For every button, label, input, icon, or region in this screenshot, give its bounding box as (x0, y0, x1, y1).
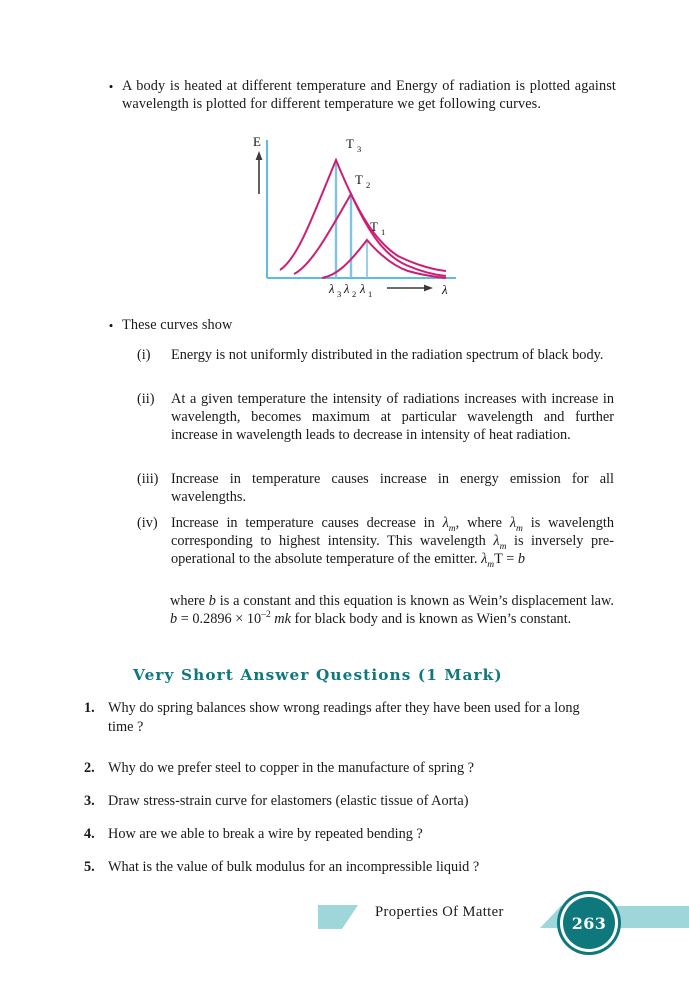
svg-text:3: 3 (357, 144, 362, 154)
question-item-5 (84, 858, 604, 877)
intro-bullet-text: A body is heated at different temperature and Energy of radiation is plotted against wavelength is plotted for different temperature we get following curves. (122, 78, 616, 112)
lambda-subscript-m: m (448, 523, 456, 534)
footer-chapter-title: Properties Of Matter (375, 904, 504, 920)
wien-unit: mk (270, 611, 291, 627)
question-number: 2. (84, 760, 95, 776)
lambda-subscript-m: m (516, 523, 523, 534)
page-number: 263 (571, 913, 607, 933)
svg-text:T: T (355, 173, 363, 187)
iv-text-part3: is wavelength corresponding to highest intensity. This wavelength (171, 515, 614, 549)
question-number: 5. (84, 859, 95, 875)
bullet-marker: • (108, 79, 114, 94)
roman-point-label: (ii) (137, 391, 155, 407)
question-item-4 (84, 825, 604, 844)
these-curves-show-bullet (100, 317, 500, 335)
question-text: Draw stress-strain curve for elastomers (elastic tissue of Aorta) (108, 793, 469, 809)
question-item-1 (84, 699, 604, 737)
roman-point-text: Increase in temperature causes increase in energy emission for all wavelengths. (171, 471, 614, 505)
roman-point-label: (iii) (137, 471, 159, 487)
lambda-symbol: λ (493, 533, 500, 549)
chart-ylabel: E (253, 134, 261, 149)
lambda-subscript-m: m (487, 559, 495, 570)
lambda-symbol: λ (481, 551, 488, 567)
question-item-3 (84, 792, 604, 811)
question-text: What is the value of bulk modulus for an incompressible liquid ? (108, 859, 480, 875)
svg-text:3: 3 (337, 289, 342, 299)
intro-bullet (100, 78, 616, 113)
lambda-symbol: λ (509, 515, 517, 531)
question-text: Why do spring balances show wrong readings after they have been used for a long time ? (108, 700, 580, 735)
svg-text:2: 2 (366, 180, 371, 190)
question-item-2 (84, 759, 604, 778)
wien-part3: for black body and is known as Wien’s constant. (290, 611, 572, 627)
wavelength-axis-arrow (387, 285, 433, 292)
b-constant-symbol: b (208, 593, 216, 609)
energy-axis-arrow (256, 151, 263, 194)
wien-displacement-paragraph (170, 592, 614, 628)
svg-text:λ: λ (360, 282, 366, 296)
chart-xtick-lambda2 (343, 282, 356, 299)
roman-point-label: (i) (137, 347, 151, 363)
question-text: How are we able to break a wire by repeated bending ? (108, 826, 423, 842)
chart-xtick-lambda3 (328, 282, 341, 299)
svg-text:2: 2 (352, 289, 357, 299)
b-constant-symbol: b (517, 551, 525, 567)
wien-part1: where (170, 593, 209, 609)
lambda-symbol: λ (442, 515, 449, 531)
svg-text:1: 1 (368, 289, 373, 299)
roman-point-iii (136, 470, 614, 506)
wien-part2: is a constant and this equation is known as Wein’s displacement law. (215, 593, 614, 609)
lambda-subscript-m: m (499, 541, 507, 552)
b-constant-symbol: b (170, 611, 178, 627)
iv-text-part2: , where (455, 515, 510, 531)
svg-text:T: T (370, 220, 378, 234)
roman-point-i (136, 346, 614, 364)
question-number: 1. (84, 700, 95, 716)
roman-point-text: At a given temperature the intensity of radiations increases with increase in wavelength, becomes maximum at particular wavelength and further increase in wavelength leads to decrease in intensity of heat radiation. (171, 391, 614, 443)
curve-T3 (280, 160, 446, 271)
page-number-badge (563, 897, 615, 949)
these-curves-show-text: These curves show (122, 317, 233, 333)
curve-label-T2 (355, 173, 370, 190)
wien-exponent: –2 (261, 610, 271, 621)
roman-point-text: Energy is not uniformly distributed in the radiation spectrum of black body. (171, 347, 604, 363)
svg-text:λ: λ (329, 282, 335, 296)
svg-text:T: T (346, 137, 354, 151)
roman-point-text (171, 514, 614, 568)
chart-xlabel: λ (442, 282, 448, 297)
iv-text-part4: is inversely pre-operational to the absolute temperature of the emitter. (171, 533, 614, 567)
question-number: 3. (84, 793, 95, 809)
section-heading-very-short-answer: Very Short Answer Questions (1 Mark) (133, 666, 503, 684)
question-number: 4. (84, 826, 95, 842)
roman-point-ii (136, 390, 614, 444)
blackbody-radiation-chart (250, 132, 475, 310)
wien-equation-value: = 0.2896 × 10 (177, 611, 262, 627)
footer-accent-shape-left (318, 905, 358, 929)
question-text: Why do we prefer steel to copper in the manufacture of spring ? (108, 760, 475, 776)
chart-xtick-lambda1 (359, 282, 372, 299)
roman-point-iv (136, 514, 614, 568)
svg-text:λ: λ (344, 282, 350, 296)
iv-text-part1: Increase in temperature causes decrease in (171, 515, 443, 531)
roman-point-label: (iv) (137, 515, 158, 531)
bullet-marker: • (108, 318, 114, 333)
curve-label-T3 (346, 137, 361, 154)
wien-equation: T = (494, 551, 518, 567)
svg-text:1: 1 (381, 227, 386, 237)
